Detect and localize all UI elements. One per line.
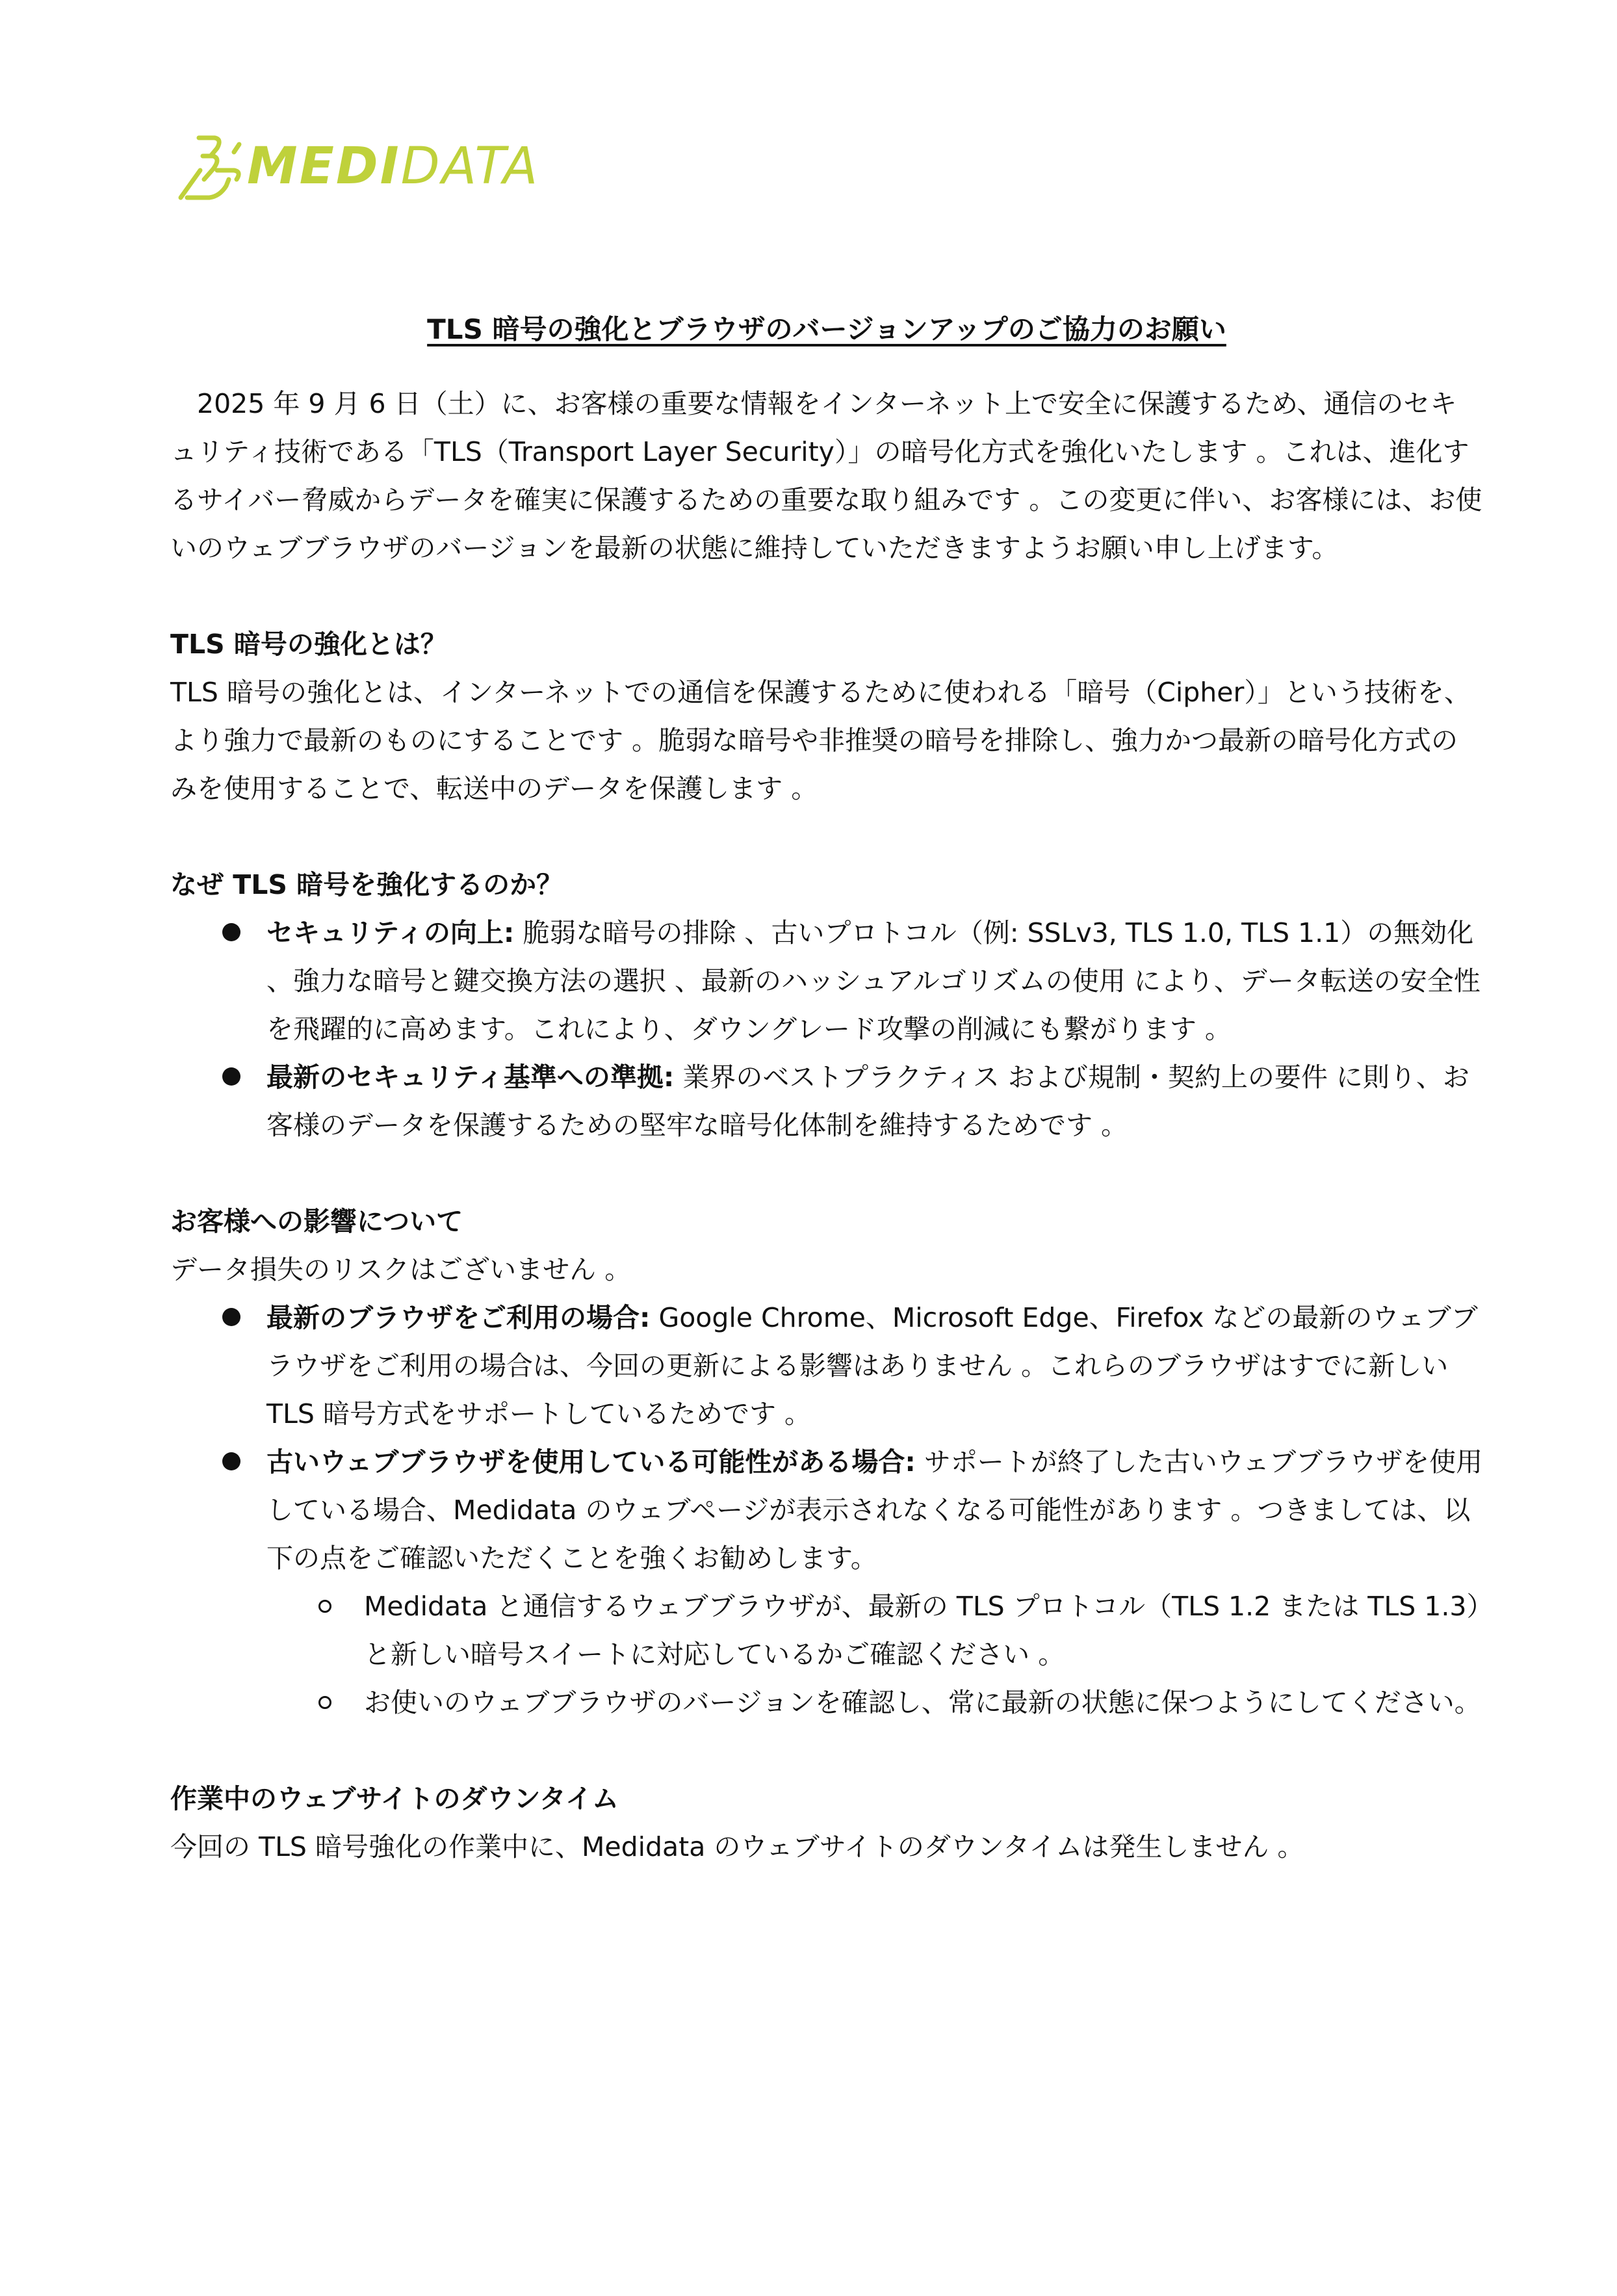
item-label: 最新のセキュリティ基準への準拠:	[266, 1062, 675, 1093]
sub-list	[266, 1582, 1483, 1727]
section-why	[170, 861, 1483, 1149]
list-item	[170, 1053, 1483, 1149]
document-title: TLS 暗号の強化とブラウザのバージョンアップのご協力のお願い	[427, 313, 1226, 345]
section-heading: 作業中のウェブサイトのダウンタイム	[170, 1783, 619, 1814]
section-heading: TLS 暗号の強化とは？	[170, 629, 447, 660]
section-body: 今回の TLS 暗号強化の作業中に、Medidata のウェブサイトのダウンタイムは発生しません 。	[170, 1831, 1304, 1862]
logo-wordmark: MEDIDATA	[247, 137, 540, 196]
bullet-icon	[222, 1067, 240, 1086]
section-heading: お客様への影響について	[170, 1206, 463, 1237]
document-body	[170, 306, 1483, 1919]
sub-item-text: Medidata と通信するウェブブラウザが、最新の TLS プロトコル（TLS 1.2 または TLS 1.3）と新しい暗号スイートに対応しているかご確認ください 。	[364, 1591, 1480, 1670]
item-text: 脆弱な暗号の排除 、古いプロトコル（例: SSLv3, TLS 1.0, TLS 1.1）の無効化 、強力な暗号と鍵交換方法の選択 、最新のハッシュアルゴリズムの使用 により、データ転送の安全性を飛躍的に高めます。これにより、ダウングレード攻撃の削減にも繋がります 。	[266, 917, 1481, 1045]
circle-bullet-icon	[318, 1600, 331, 1613]
circle-bullet-icon	[318, 1696, 331, 1709]
item-label: 最新のブラウザをご利用の場合:	[266, 1302, 651, 1333]
bullet-list	[170, 1294, 1483, 1727]
section-body: TLS 暗号の強化とは、インターネットでの通信を保護するために使われる「暗号（Cipher）」という技術を、より強力で最新のものにすることです 。脆弱な暗号や非推奨の暗号を排除し、強力かつ最新の暗号化方式のみを使用することで、転送中のデータを保護します 。	[170, 677, 1471, 804]
section-downtime	[170, 1775, 1483, 1871]
bullet-list	[170, 909, 1483, 1149]
bullet-icon	[222, 923, 240, 941]
bullet-icon	[222, 1308, 240, 1326]
section-body: データ損失のリスクはございません 。	[170, 1254, 632, 1285]
item-label: セキュリティの向上:	[266, 917, 515, 948]
item-text: サポートが終了した古いウェブブラウザを使用している場合、Medidata のウェブページが表示されなくなる可能性があります 。つきましては、以下の点をご確認いただくことを強くお勧めします。	[266, 1446, 1483, 1574]
section-heading: なぜ TLS 暗号を強化するのか？	[170, 869, 563, 900]
list-item	[170, 1438, 1483, 1727]
medidata-logo	[174, 133, 577, 204]
sub-list-item	[266, 1678, 1483, 1727]
list-item	[170, 909, 1483, 1053]
bullet-icon	[222, 1452, 240, 1470]
section-impact	[170, 1197, 1483, 1727]
3ds-logo-icon	[174, 133, 246, 204]
section-tls-cipher	[170, 620, 1483, 813]
item-text: Google Chrome、Microsoft Edge、Firefox などの最新のウェブブラウザをご利用の場合は、今回の更新による影響はありません 。これらのブラウザはすでに新しい TLS 暗号方式をサポートしているためです 。	[266, 1302, 1478, 1429]
item-label: 古いウェブブラウザを使用している可能性がある場合:	[266, 1446, 916, 1478]
intro-paragraph: 2025 年 9 月 6 日（土）に、お客様の重要な情報をインターネット上で安全に保護するため、通信のセキュリティ技術である「TLS（Transport Layer Security）」の暗号化方式を強化いたします 。これは、進化するサイバー脅威からデータを確実に保護するための重要な取り組みです 。この変更に伴い、お客様には、お使いのウェブブラウザのバージョンを最新の状態に維持していただきますようお願い申し上げます。	[170, 388, 1482, 564]
list-item	[170, 1294, 1483, 1438]
sub-item-text: お使いのウェブブラウザのバージョンを確認し、常に最新の状態に保つようにしてください。	[364, 1687, 1481, 1718]
sub-list-item	[266, 1582, 1483, 1678]
item-text: 業界のベストプラクティス および規制・契約上の要件 に則り、お客様のデータを保護するための堅牢な暗号化体制を維持するためです 。	[266, 1062, 1469, 1141]
